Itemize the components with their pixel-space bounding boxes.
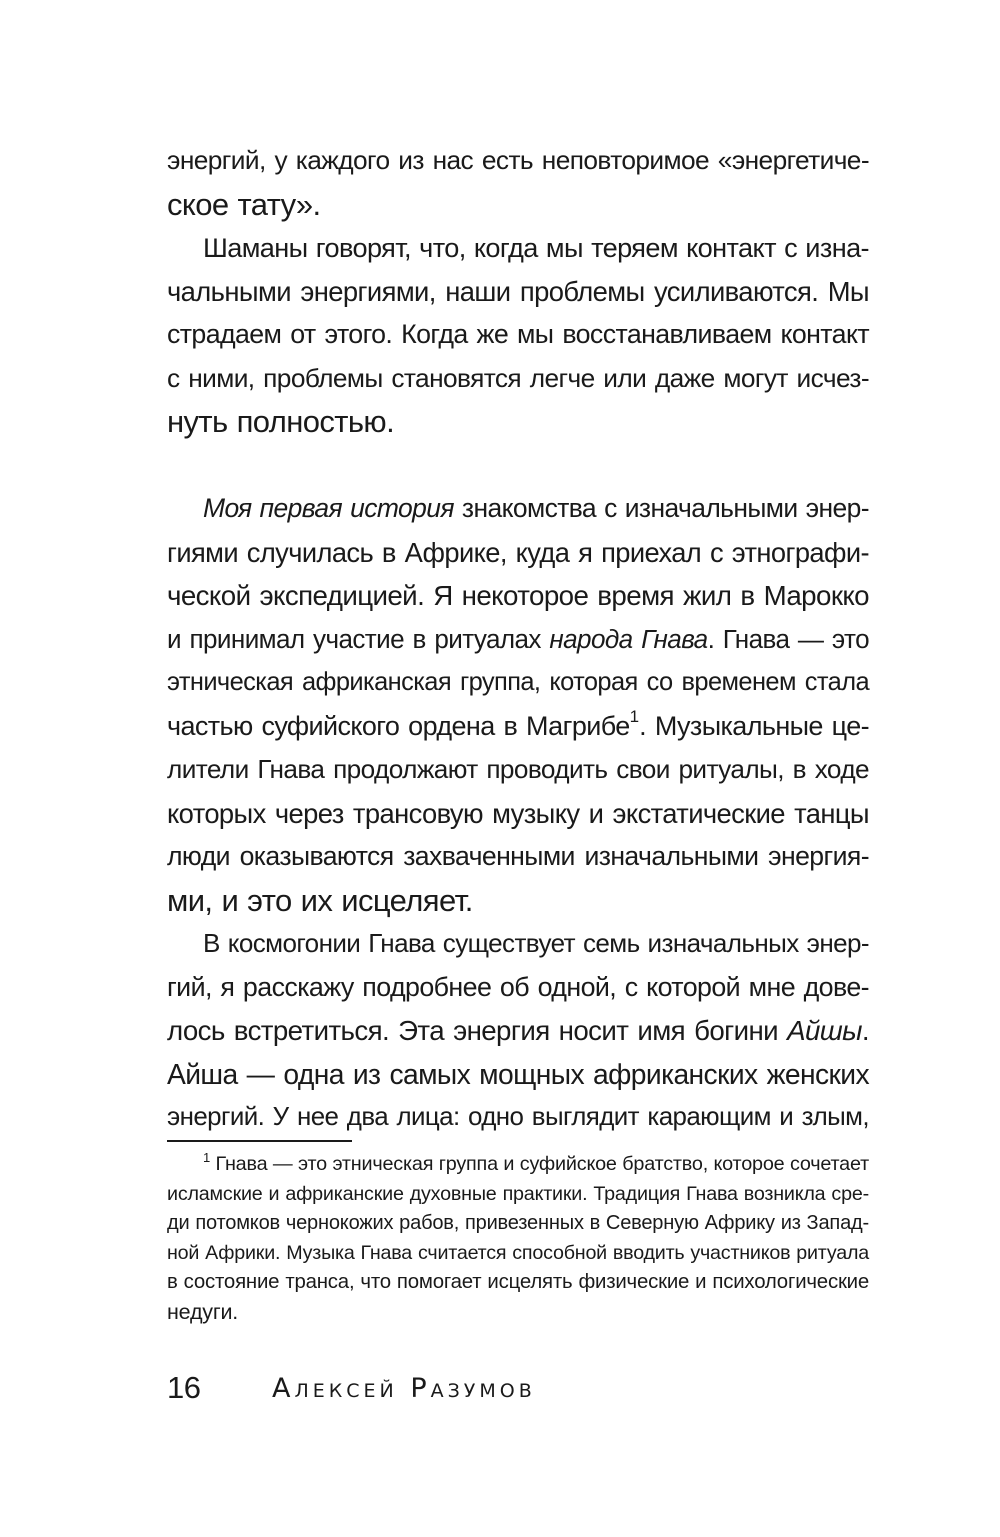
main-text-bottom	[167, 487, 869, 1140]
text-line: ческой экспедицией. Я некоторое время жил в Марокко	[167, 580, 869, 611]
paragraph-3	[167, 487, 869, 922]
footnote-line	[167, 1150, 869, 1180]
text-line: страдаем от этого. Когда же мы восстанавливаем контакт	[167, 319, 869, 349]
paragraph-1	[167, 139, 869, 226]
footnote-line: ной Африки. Музыка Гнава считается способной вводить участников ритуала	[167, 1241, 869, 1264]
text-fragment: лось встретиться. Эта энергия носит имя богини	[167, 1015, 788, 1046]
text-line: энергий, у каждого из нас есть неповторимое «энергетиче-	[167, 145, 869, 175]
footnote-line: в состояние транса, что помогает исцелять физические и психологические	[167, 1271, 869, 1293]
paragraph-2	[167, 226, 869, 444]
text-line: В космогонии Гнава существует семь изначальных энер-	[203, 928, 869, 958]
text-line: люди оказываются захваченными изначальными энергия-	[167, 841, 869, 871]
main-text-top	[167, 139, 869, 444]
text-line: энергий. У нее два лица: одно выглядит карающим и злым,	[167, 1103, 869, 1131]
text-fragment: .	[861, 1015, 869, 1046]
page-number: 16	[167, 1370, 201, 1405]
text-line: гий, я расскажу подробнее об одной, с которой мне дове-	[167, 971, 869, 1002]
author-running-head: Алексей Разумов	[272, 1373, 536, 1404]
footnote-line: ди потомков чернокожих рабов, привезенных в Северную Африку из Запад-	[167, 1212, 869, 1234]
text-line: Шаманы говорят, что, когда мы теряем контакт с изна-	[203, 232, 869, 263]
text-fragment: знакомства с изначальными энер-	[453, 493, 869, 523]
italic-phrase: Айшы	[787, 1015, 862, 1046]
text-line: этническая африканская группа, которая со временем стала	[167, 668, 869, 696]
text-fragment: частью суфийского ордена в Магрибе	[167, 710, 630, 741]
text-line: Айша — одна из самых мощных африканских женских	[167, 1057, 869, 1090]
text-line	[167, 705, 869, 749]
italic-phrase: Моя первая история	[203, 493, 454, 523]
footnote-marker: 1	[203, 1150, 211, 1165]
text-line: лители Гнава продолжают проводить свои ритуалы, в ходе	[167, 754, 869, 784]
footnote-line: исламские и африканские духовные практики. Традиция Гнава возникла сре-	[167, 1182, 869, 1205]
footnote-divider	[167, 1140, 352, 1142]
text-fragment: и принимал участие в ритуалах	[167, 623, 550, 654]
footnote-ref[interactable]: 1	[629, 706, 640, 726]
text-line	[167, 618, 869, 662]
text-line: нуть полностью.	[167, 404, 395, 439]
text-fragment: . Музыкальные це-	[639, 710, 869, 741]
text-line	[167, 487, 869, 531]
text-line: гиями случилась в Африке, куда я приехал с этнографи-	[167, 536, 869, 568]
text-line	[167, 1009, 869, 1053]
text-line: которых через трансовую музыку и экстатические танцы	[167, 797, 869, 829]
text-line: чальными энергиями, наши проблемы усиливаются. Мы	[167, 275, 869, 307]
text-fragment: Гнава — это этническая группа и суфийское братство, которое сочетает	[210, 1153, 869, 1175]
text-line: с ними, проблемы становятся легче или даже могут исчез-	[167, 362, 869, 393]
italic-phrase: народа Гнава	[549, 623, 708, 654]
footnote-line: недуги.	[167, 1299, 239, 1324]
text-line: ми, и это их исцеляет.	[167, 882, 473, 918]
text-fragment: . Гнава — это	[707, 623, 869, 654]
paragraph-4	[167, 922, 869, 1140]
footnote	[167, 1150, 869, 1327]
text-line: ское тату».	[167, 186, 321, 222]
